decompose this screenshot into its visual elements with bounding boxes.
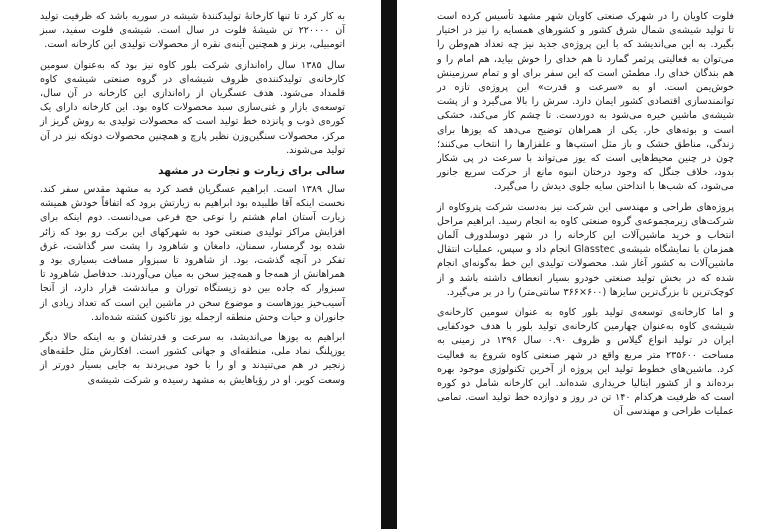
right-paragraph-1: فلوت کاویان را در شهرک صنعتی کاویان شهر مشهد تأسیس کرده است تا تولید شیشه‌ی شمال شرق کشور و کشورهای همسایه را نیز در اختیار بگیرد. به این می‌اندیشد که با این پروژه‌ی جدید نیز چه تعداد هم‌وطن را می‌توان به فعالیتی پرثمر گمارد تا هم خدای را خوش بیاید، هم امام را و هم بندگان خدای را. مطمئن است که این سفر برای او و تمام سرزمینش خوش‌یمن است. او به «سرعت و قدرت» این پروژه‌ی تازه در توانمندسازی اقتصادی کشور ایمان دارد. سرش را بالا می‌گیرد و از پشت شیشه‌ی ماشین خیره می‌شود به دوردست. تا چشم کار می‌کند، خشکی است و بوته‌های خار. یکی از همراهان توضیح می‌دهد که یوزها برای زندگی، مناطق خشک و باز مثل استپ‌ها و علفزارها را انتخاب می‌کنند؛ چون در چنین محیط‌هایی است که یوز می‌تواند با سرعت در پی شکار بدود، خلاف جنگل که وجود درختان انبوه مانع از حرکت سریع جانور می‌شود، که شب‌ها با انداختن سایه جلوی دیدش را می‌گیرد. <box>437 11 734 193</box>
left-paragraph-4: ابراهیم به یوزها می‌اندیشد، به سرعت و قدرتشان و به اینکه حالا دیگر یوزپلنگ نماد ملی، منطقه‌ای و جهانی کشور است. افکارش مثل حلقه‌های زنجیر در هم می‌تنیدند و او را با خود می‌بردند به جایی بسیار دورتر از وسعت کویر. او در رؤیاهایش به مشهد رسیده و شرکت شیشه‌ی <box>40 332 345 386</box>
left-paragraph-2: سال ۱۳۸۵ سال راه‌اندازی شرکت بلور کاوه نیز بود که به‌عنوان سومین کارخانه‌ی تولیدکننده‌ی ظروف شیشه‌ای در گروه صنعتی شیشه‌ی کاوه قلمداد می‌شود. هدف عسگریان از راه‌اندازی این کارخانه در آن سال، توسعه‌ی بازار و غنی‌سازی سبد محصولات کاوه بود. این کارخانه دارای یک کوره‌ی ذوب و پانزده خط تولید است که محصولات تولیدی به روش گریز از مرکز، محصولات سنگین‌وزن نظیر پارچ و همچنین محصولات دوتکه نیز در آن تولید می‌شوند. <box>40 59 345 156</box>
book-gutter <box>381 0 397 529</box>
right-page <box>397 0 768 529</box>
section-heading: سالی برای زیارت و تجارت در مشهد <box>158 165 345 178</box>
left-page <box>0 0 381 529</box>
right-paragraph-3: و اما کارخانه‌ی توسعه‌ی تولید بلور کاوه به عنوان سومین کارخانه‌ی شیشه‌ی کاوه به‌عنوان چهارمین کارخانه‌ی تولید بلور با هدف خودکفایی ایران در تولید انواع گیلاس و ظروف ۰.۹۰ سال ۱۳۹۶ در زمینی به مساحت ۲۳۵۶۰۰ متر مربع واقع در شهر صنعتی کاوه شروع به فعالیت کرد. ماشین‌های خطوط تولید این پروژه از آخرین تکنولوژی موجود بهره برده‌اند و از کشور ایتالیا خریداری شده‌اند. این کارخانه شامل دو کوره است که ظرفیت هرکدام ۱۴۰ تن در روز و دوازده خط تولید است. تمامی عملیات طراحی و مهندسی آن <box>437 307 734 418</box>
left-paragraph-3: سال ۱۳۸۹ است. ابراهیم عسگریان قصد کرد به مشهد مقدس سفر کند. نخست اینکه آقا طلبیده بود ابراهیم به زیارتش برود که اتفاقاً خودش همیشه زیارت آستان امام هشتم را نوعی حج فرعی می‌دانست. دوم اینکه برای افزایش مراکز تولیدی صنعتی خود به شهرکهای این برکت رو بود که زائر شده بود گرمسار، سمنان، دامغان و شاهرود را پشت سر گذاشت، غرق تفکر در آنچه گذشت، بود. از شاهرود تا سبزوار مسافت بسیاری بود و همراهانش از همه‌جا و همه‌چیز سخن به میان می‌آوردند. حدفاصل شاهرود تا سبزوار که جاده بین دو زیستگاه توران و میاندشت قرار دارد، از آنجا آسیب‌خیز یوزهاست و موضوع سخن در ماشین این است که تعداد زیادی از جانوران و حیات وحش منطقه ازجمله یوز تاکنون کشته شده‌اند. <box>40 184 345 323</box>
left-paragraph-1: به کار کرد تا تنها کارخانهٔ تولیدکنندهٔ شیشه در سوریه باشد که ظرفیت تولید آن ۲۲۰۰۰۰ تن شیشهٔ فلوت در سال است. شیشه‌ی فلوت سفید، سبز اتومبیلی، برنز و همچنین آینه‌ی نقره از محصولات تولیدی این کارخانه است. <box>40 11 346 51</box>
right-paragraph-2: پروژه‌های طراحی و مهندسی این شرکت نیز به‌دست شرکت پتروکاوه از شرکت‌های زیرمجموعه‌ی گروه صنعتی کاوه به انجام رسید. ابراهیم مراحل انتخاب و خرید ماشین‌آلات این کارخانه را در شهر دوسلدورف آلمان همزمان با نمایشگاه شیشه‌ی Glasstec انجام داد و سپس، عملیات انتقال ماشین‌آلات به کشور آغاز شد. محصولات تولیدی این خط به‌گونه‌ای انجام شده که در بخش تولید صنعتی خودرو بسیار انعطاف داشته باشد و از کوچک‌ترین تا بزرگ‌ترین سایزها (۶۰۰×۳۶۶ سانتی‌متر) را در بر می‌گیرد. <box>437 201 734 298</box>
